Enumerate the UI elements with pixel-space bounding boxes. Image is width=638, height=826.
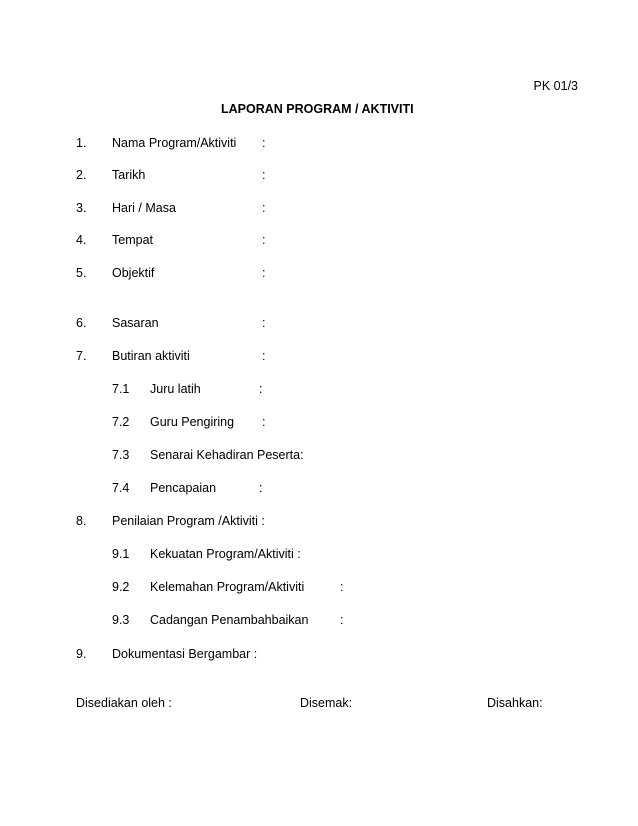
subitem-number: 9.1 — [112, 547, 130, 561]
subitem-colon: : — [340, 613, 344, 627]
subitem-label: Cadangan Penambahbaikan — [150, 613, 309, 627]
form-code: PK 01/3 — [533, 79, 578, 93]
subitem-number: 7.4 — [112, 481, 130, 495]
subitem-number: 9.2 — [112, 580, 130, 594]
item-number: 8. — [76, 514, 87, 528]
item-label: Tarikh — [112, 168, 146, 182]
subitem-label: Senarai Kehadiran Peserta: — [150, 448, 304, 462]
item-label: Butiran aktiviti — [112, 349, 190, 363]
subitem-colon: : — [259, 382, 263, 396]
item-label: Sasaran — [112, 316, 159, 330]
item-number: 4. — [76, 233, 87, 247]
prepared-by-label: Disediakan oleh : — [76, 696, 172, 710]
checked-by-label: Disemak: — [300, 696, 353, 710]
subitem-colon: : — [262, 415, 266, 429]
item-label: Hari / Masa — [112, 201, 176, 215]
item-number: 2. — [76, 168, 87, 182]
item-number: 7. — [76, 349, 87, 363]
subitem-number: 7.1 — [112, 382, 130, 396]
item-number: 1. — [76, 136, 87, 150]
item-colon: : — [262, 136, 266, 150]
item-number: 6. — [76, 316, 87, 330]
subitem-label: Kekuatan Program/Aktiviti : — [150, 547, 301, 561]
approved-by-label: Disahkan: — [487, 696, 543, 710]
item-label: Tempat — [112, 233, 153, 247]
subitem-colon: : — [259, 481, 263, 495]
item-colon: : — [262, 201, 266, 215]
item-colon: : — [262, 349, 266, 363]
subitem-number: 9.3 — [112, 613, 130, 627]
item-colon: : — [262, 316, 266, 330]
item-colon: : — [262, 233, 266, 247]
subitem-number: 7.2 — [112, 415, 130, 429]
item-label: Penilaian Program /Aktiviti : — [112, 514, 265, 528]
subitem-colon: : — [340, 580, 344, 594]
subitem-number: 7.3 — [112, 448, 130, 462]
subitem-label: Guru Pengiring — [150, 415, 235, 429]
document-title: LAPORAN PROGRAM / AKTIVITI — [221, 102, 414, 116]
subitem-label: Pencapaian — [150, 481, 217, 495]
item-colon: : — [262, 168, 266, 182]
item-label: Objektif — [112, 266, 155, 280]
item-label: Dokumentasi Bergambar : — [112, 647, 258, 661]
item-number: 5. — [76, 266, 87, 280]
item-number: 9. — [76, 647, 87, 661]
item-number: 3. — [76, 201, 87, 215]
subitem-label: Kelemahan Program/Aktiviti — [150, 580, 305, 594]
item-label: Nama Program/Aktiviti — [112, 136, 237, 150]
subitem-label: Juru latih — [150, 382, 201, 396]
item-colon: : — [262, 266, 266, 280]
